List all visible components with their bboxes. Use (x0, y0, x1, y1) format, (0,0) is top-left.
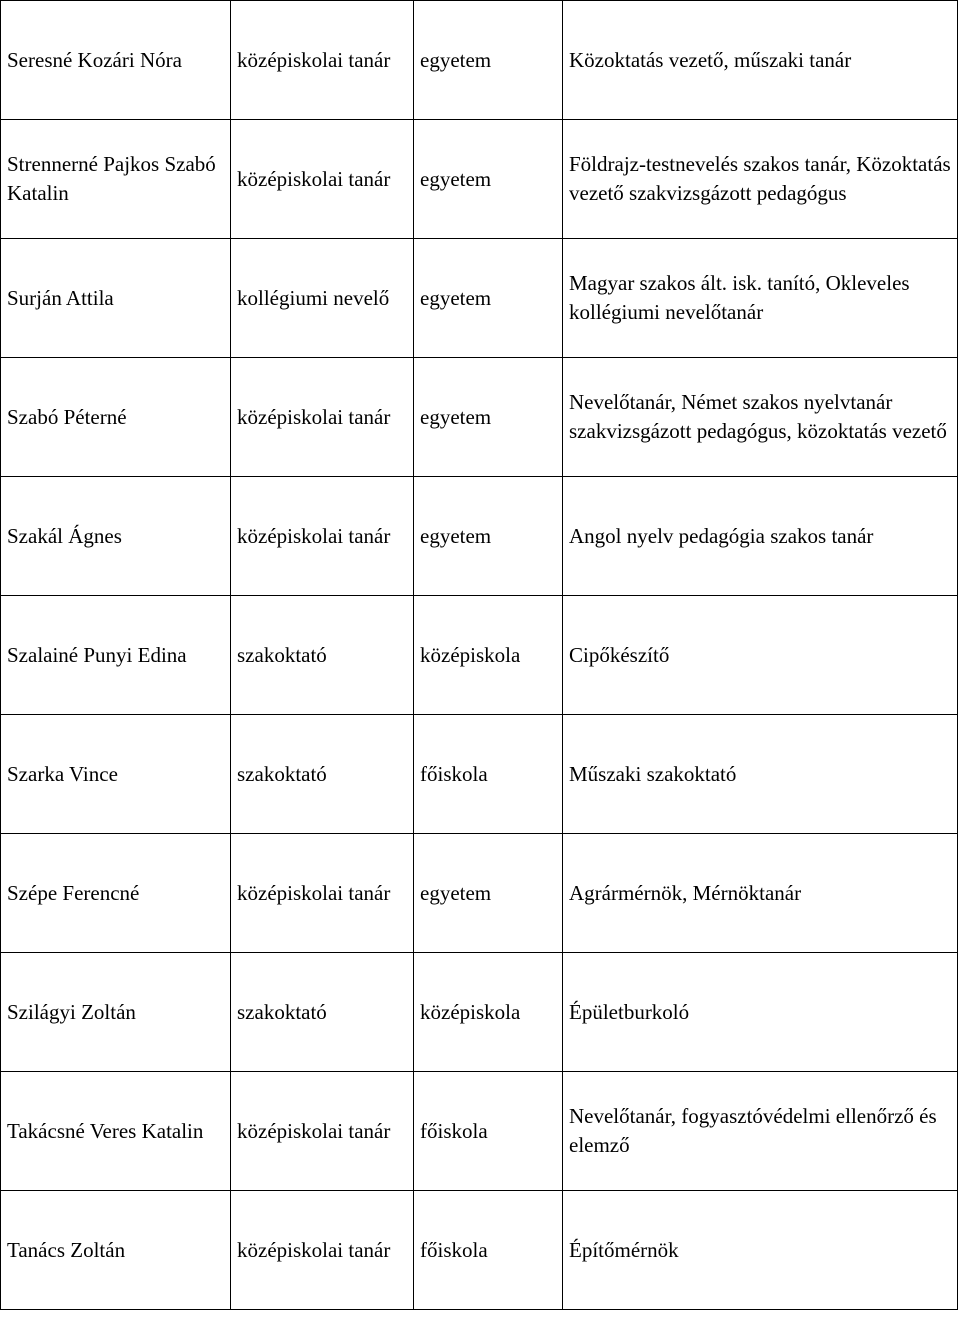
cell-name: Takácsné Veres Katalin (1, 1072, 231, 1191)
cell-education: egyetem (414, 120, 563, 239)
table-row (1, 1191, 958, 1310)
cell-qualification: Agrármérnök, Mérnöktanár (563, 834, 958, 953)
cell-education: főiskola (414, 715, 563, 834)
cell-education: egyetem (414, 239, 563, 358)
cell-name: Surján Attila (1, 239, 231, 358)
cell-role: középiskolai tanár (231, 1072, 414, 1191)
cell-name: Szabó Péterné (1, 358, 231, 477)
cell-name: Szalainé Punyi Edina (1, 596, 231, 715)
table-row (1, 834, 958, 953)
cell-education: egyetem (414, 358, 563, 477)
cell-name: Szarka Vince (1, 715, 231, 834)
cell-education: egyetem (414, 1, 563, 120)
cell-education: egyetem (414, 477, 563, 596)
table-row (1, 477, 958, 596)
cell-name: Szépe Ferencné (1, 834, 231, 953)
cell-qualification: Műszaki szakoktató (563, 715, 958, 834)
table-row (1, 715, 958, 834)
cell-education: főiskola (414, 1191, 563, 1310)
cell-qualification: Nevelőtanár, Német szakos nyelvtanár szakvizsgázott pedagógus, közoktatás vezető (563, 358, 958, 477)
cell-qualification: Angol nyelv pedagógia szakos tanár (563, 477, 958, 596)
table-row (1, 596, 958, 715)
cell-role: szakoktató (231, 715, 414, 834)
table-row (1, 953, 958, 1072)
cell-qualification: Cipőkészítő (563, 596, 958, 715)
table-row (1, 358, 958, 477)
cell-role: kollégiumi nevelő (231, 239, 414, 358)
cell-education: főiskola (414, 1072, 563, 1191)
cell-role: szakoktató (231, 953, 414, 1072)
cell-education: középiskola (414, 953, 563, 1072)
cell-qualification: Közoktatás vezető, műszaki tanár (563, 1, 958, 120)
cell-role: középiskolai tanár (231, 477, 414, 596)
cell-qualification: Épületburkoló (563, 953, 958, 1072)
cell-role: középiskolai tanár (231, 1, 414, 120)
cell-name: Strennerné Pajkos Szabó Katalin (1, 120, 231, 239)
cell-name: Szilágyi Zoltán (1, 953, 231, 1072)
cell-name: Szakál Ágnes (1, 477, 231, 596)
cell-qualification: Magyar szakos ált. isk. tanító, Okleveles kollégiumi nevelőtanár (563, 239, 958, 358)
table-row (1, 1072, 958, 1191)
cell-name: Tanács Zoltán (1, 1191, 231, 1310)
cell-education: középiskola (414, 596, 563, 715)
cell-role: középiskolai tanár (231, 120, 414, 239)
cell-qualification: Nevelőtanár, fogyasztóvédelmi ellenőrző és elemző (563, 1072, 958, 1191)
cell-education: egyetem (414, 834, 563, 953)
table-row (1, 239, 958, 358)
cell-name: Seresné Kozári Nóra (1, 1, 231, 120)
cell-role: szakoktató (231, 596, 414, 715)
cell-role: középiskolai tanár (231, 358, 414, 477)
cell-role: középiskolai tanár (231, 834, 414, 953)
cell-qualification: Földrajz-testnevelés szakos tanár, Közoktatás vezető szakvizsgázott pedagógus (563, 120, 958, 239)
table-row (1, 1, 958, 120)
cell-qualification: Építőmérnök (563, 1191, 958, 1310)
cell-role: középiskolai tanár (231, 1191, 414, 1310)
table-row (1, 120, 958, 239)
